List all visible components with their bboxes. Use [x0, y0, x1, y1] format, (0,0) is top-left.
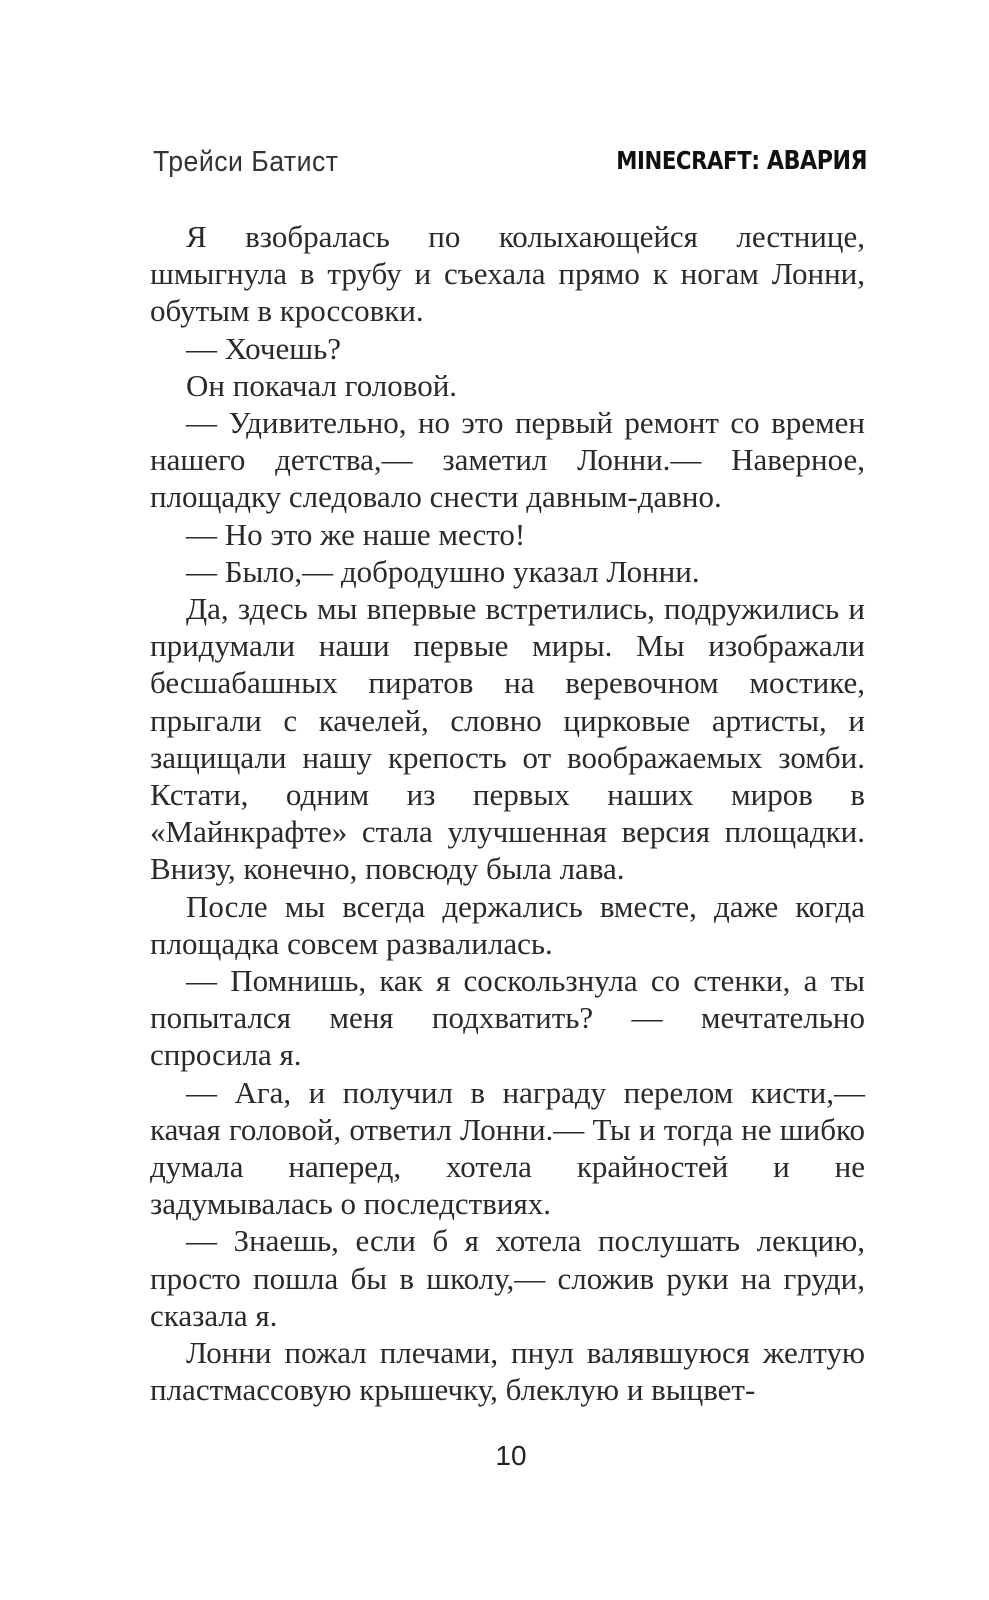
paragraph: После мы всегда держались вместе, даже когда площадка совсем развалилась.	[150, 888, 865, 961]
paragraph: — Но это же наше место!	[186, 516, 526, 552]
body-text	[150, 218, 865, 1409]
running-header-author: Трейси Батист	[153, 146, 339, 178]
title-separator: :	[751, 146, 760, 176]
book-title: АВАРИЯ	[766, 146, 867, 176]
paragraph: Я взобралась по колыхающейся лестнице, шмыгнула в трубу и съехала прямо к ногам Лонни, обутым в кроссовки.	[150, 219, 865, 329]
paragraph: Лонни пожал плечами, пнул валявшуюся желтую пластмассовую крышечку, блеклую и выцвет-	[150, 1335, 865, 1408]
paragraph: Да, здесь мы впервые встретились, подружились и придумали наши первые миры. Мы изображали бесшабашных пиратов на веревочном мостике, прыгали с качелей, словно цирковые артисты, и защищали нашу крепость от воображаемых зомби. Кстати, одним из первых наших миров в «Майнкрафте» стала улучшенная версия площадки. Внизу, конечно, повсюду была лава.	[150, 591, 865, 887]
page-number: 10	[495, 1440, 527, 1471]
running-header-title	[616, 146, 867, 176]
paragraph: — Помнишь, как я соскользнула со стенки, а ты попытался меня подхватить? — мечтательно спросила я.	[150, 963, 865, 1073]
paragraph: — Было,— добродушно указал Лонни.	[186, 553, 700, 589]
paragraph: — Знаешь, если б я хотела послушать лекцию, просто пошла бы в школу,— сложив руки на груди, сказала я.	[150, 1223, 865, 1333]
paragraph: Он покачал головой.	[186, 367, 458, 403]
paragraph: — Удивительно, но это первый ремонт со времен нашего детства,— заметил Лонни.— Наверное, площадку следовало снести давным-давно.	[150, 405, 865, 515]
paragraph: — Хочешь?	[186, 330, 341, 366]
series-logo-text: MINECRAFT	[616, 146, 752, 175]
paragraph: — Ага, и получил в награду перелом кисти,— качая головой, ответил Лонни.— Ты и тогда не шибко думала наперед, хотела крайностей и не задумывалась о последствиях.	[150, 1074, 865, 1222]
